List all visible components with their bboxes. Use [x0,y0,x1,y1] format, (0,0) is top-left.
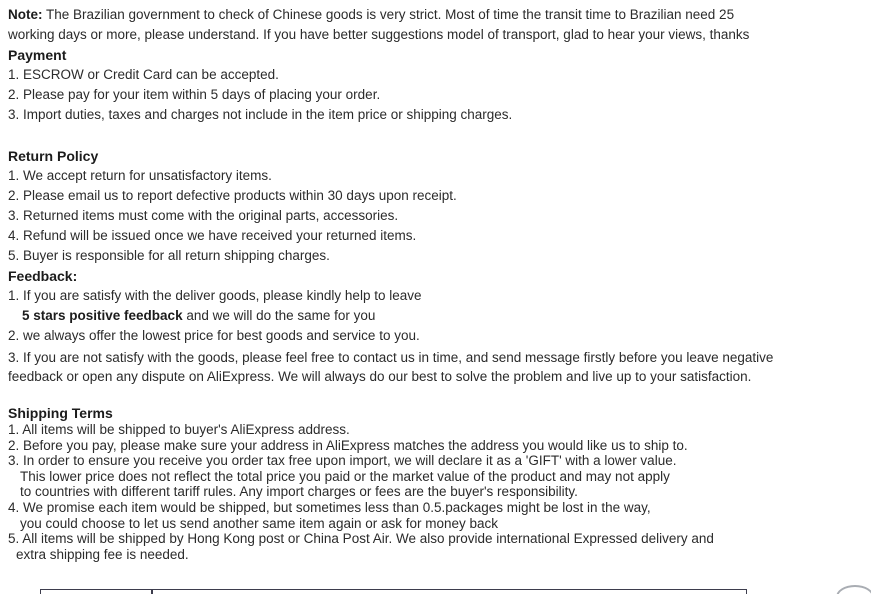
payment-item-2: 2. Please pay for your item within 5 days of placing your order. [8,87,381,102]
shipping-item-1: 1. All items will be shipped to buyer's AliExpress address. [8,422,350,437]
return-policy-section [8,146,865,266]
shipping-item-4-line-2: you could choose to let us send another same item again or ask for money back [20,515,499,531]
corner-ellipse-decoration [836,585,871,594]
shipping-item-5-line-2: extra shipping fee is needed. [16,546,189,562]
payment-item-3: 3. Import duties, taxes and charges not include in the item price or shipping charges. [8,107,513,122]
shipping-item-2: 2. Before you pay, please make sure your address in AliExpress matches the address you would like us to ship to. [8,437,688,453]
note-label: Note: [8,7,43,22]
feedback-item-2: 2. we always offer the lowest price for best goods and service to you. [8,328,420,343]
feedback-item-3-line-1: 3. If you are not satisfy with the goods, please feel free to contact us in time, and send message firstly before you leave negative [8,350,774,365]
shipping-item-4-line-1: 4. We promise each item would be shipped, but sometimes less than 0.5.packages might be lost in the way, [8,499,651,515]
note-paragraph [8,5,865,45]
shipping-item-3-line-2: This lower price does not reflect the total price you paid or the market value of the product and may not apply [20,468,670,484]
five-stars-bold-text: 5 stars positive feedback [22,308,183,323]
payment-heading: Payment [8,47,67,63]
return-policy-heading: Return Policy [8,148,99,164]
feedback-item-3-line-2: feedback or open any dispute on AliExpress. We will always do our best to solve the problem and live up to your satisfaction. [8,369,752,384]
return-policy-item-5: 5. Buyer is responsible for all return shipping charges. [8,248,330,263]
feedback-heading: Feedback: [8,268,78,284]
note-line-1 [8,5,865,25]
feedback-item-1-rest: and we will do the same for you [182,308,376,323]
table-column-divider [151,590,153,594]
return-policy-item-3: 3. Returned items must come with the original parts, accessories. [8,208,399,223]
payment-item-1: 1. ESCROW or Credit Card can be accepted. [8,67,279,82]
note-line-2: working days or more, please understand. If you have better suggestions model of transport, glad to hear your views, thanks [8,27,750,42]
feedback-item-1-line-2 [8,306,865,326]
feedback-section [8,266,865,386]
feedback-item-1-line-1: 1. If you are satisfy with the deliver goods, please kindly help to leave [8,288,422,303]
shipping-terms-heading: Shipping Terms [8,405,113,421]
payment-section [8,45,865,125]
feedback-item-3 [8,348,865,386]
return-policy-item-2: 2. Please email us to report defective products within 30 days upon receipt. [8,188,457,203]
partial-table-top-border [40,589,747,594]
shipping-terms-section [8,405,865,562]
return-policy-item-4: 4. Refund will be issued once we have received your returned items. [8,228,417,243]
seller-policy-document [8,5,865,562]
shipping-item-3-line-1: 3. In order to ensure you receive you order tax free upon import, we will declare it as a 'GIFT' with a lower value. [8,453,677,469]
return-policy-item-1: 1. We accept return for unsatisfactory items. [8,168,272,183]
shipping-item-3-line-3: to countries with different tariff rules. Any import charges or fees are the buyer's responsibility. [20,484,578,500]
note-text: The Brazilian government to check of Chinese goods is very strict. Most of time the transit time to Brazilian need 25 [42,7,735,22]
shipping-item-5-line-1: 5. All items will be shipped by Hong Kong post or China Post Air. We also provide international Expressed delivery and [8,531,714,547]
